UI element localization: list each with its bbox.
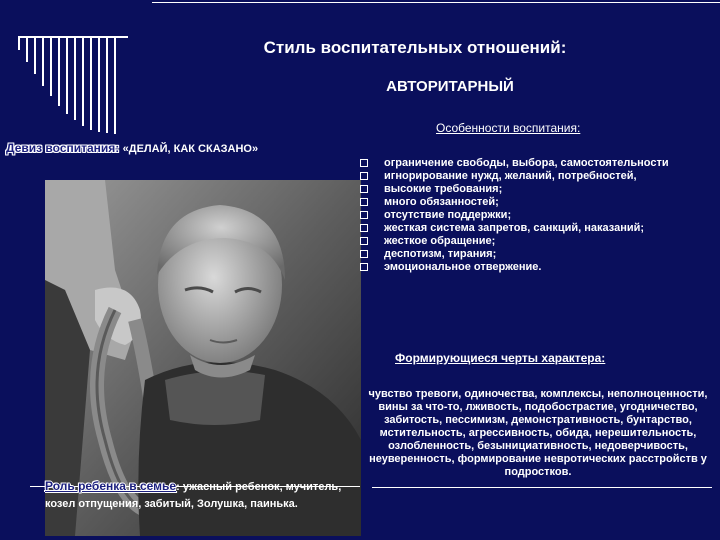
slide-title: Стиль воспитательных отношений: [263,38,567,57]
checkbox-bullet-icon [360,172,368,180]
checkbox-bullet-icon [360,237,368,245]
top-divider [152,2,720,3]
checkbox-bullet-icon [360,198,368,206]
motto-label: Девиз воспитания: [6,141,120,155]
features-heading: Особенности воспитания: [436,121,581,135]
traits-heading: Формирующиеся черты характера: [395,351,606,365]
traits-text: чувство тревоги, одиночества, комплексы, неполноценности, вины за что-то, лживость, подобострастие, угодничество, забитость, пессимизм, демонстративность, бунтарство, мстительность, агрессивность, обида, нерешительность, озлобленность, безынициативность, недоверчивость, неуверенность, формирование невротических расстройств у подростков. [368,388,708,478]
list-item: много обязанностей; [360,196,720,209]
list-item: ограничение свободы, выбора, самостоятельности [360,157,720,170]
list-item: эмоциональное отвержение. [360,261,720,274]
checkbox-bullet-icon [360,250,368,258]
checkbox-bullet-icon [360,211,368,219]
motto-value: «ДЕЛАЙ, КАК СКАЗАНО» [122,143,259,155]
child-role [45,478,365,513]
role-text: : ужасный ребенок, мучитель, козел отпущения, забитый, Золушка, паинька. [45,481,342,510]
checkbox-bullet-icon [360,159,368,167]
features-list [360,157,720,274]
list-item: жесткая система запретов, санкций, наказаний; [360,222,720,235]
role-label: Роль ребенка в семье [45,479,177,493]
style-name: АВТОРИТАРНЫЙ [386,78,514,95]
motto [6,141,258,155]
checkbox-bullet-icon [360,185,368,193]
checkbox-bullet-icon [360,263,368,271]
list-item: отсутствие поддержки; [360,209,720,222]
list-item: жесткое обращение; [360,235,720,248]
list-item: высокие требования; [360,183,720,196]
list-item: деспотизм, тирания; [360,248,720,261]
checkbox-bullet-icon [360,224,368,232]
divider-line [372,487,712,488]
list-item: игнорирование нужд, желаний, потребностей, [360,170,720,183]
